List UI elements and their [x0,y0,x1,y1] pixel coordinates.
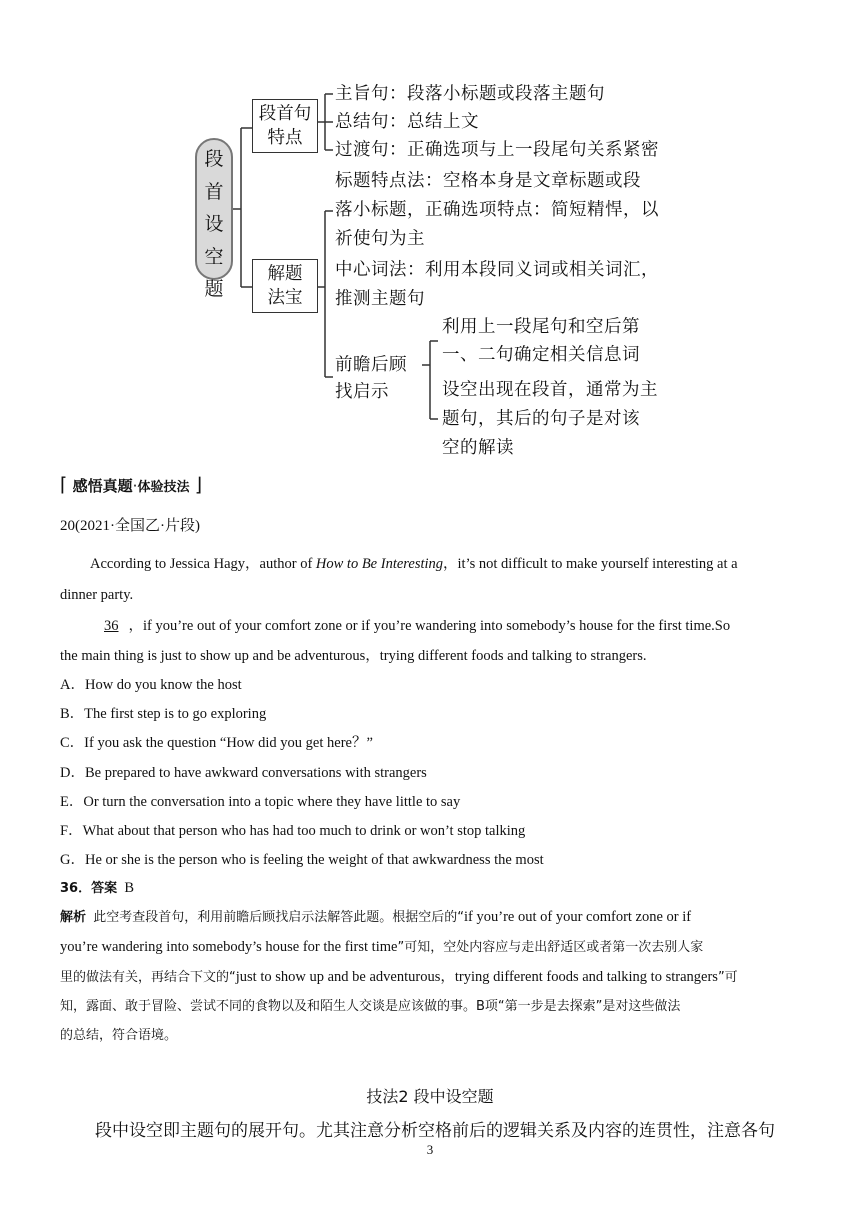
option-b: B．The first step is to go exploring [60,706,267,722]
analysis-line: you’re wandering into somebody’s house for the first time”可知，空处内容应与走出舒适区或者第一次去别人家 [60,939,704,955]
diagram-connector-lines [0,0,860,470]
item-look-around-label-line2: 找启示 [335,382,389,402]
answer-line: 36．答案 B [60,880,135,896]
mind-map-diagram [0,0,860,470]
analysis-line: 知，露面、敢于冒险、尝试不同的食物以及和陌生人交谈是应该做的事。B项“第一步是去探索”是对这些做法 [60,999,681,1014]
option-g: G．He or she is the person who is feeling the weight of that awkwardness the most [60,852,544,868]
blank-36: 36 [104,618,119,634]
item-keyword-method-line2: 推测主题句 [335,289,425,309]
option-e: E．Or turn the conversation into a topic where they have little to say [60,794,461,810]
analysis-line: 解析 此空考查段首句，利用前瞻后顾找启示法解答此题。根据空后的“if you’re out of your comfort zone or if [60,909,692,925]
section-heading: ⌈ 感悟真题·体验技法 ⌋ [60,474,203,496]
sub-item2-line2: 题句，其后的句子是对该 [442,409,640,429]
sub-item2-line3: 空的解读 [442,438,514,458]
passage-line: the main thing is just to show up and be adventurous，trying different foods and talking to strangers. [60,648,647,664]
sub-item1-line1: 利用上一段尾句和空后第 [442,317,640,337]
branch-solving-tips: 解题 法宝 [252,259,318,313]
item-transition-sentence: 过渡句：正确选项与上一段尾句关系紧密 [335,140,659,160]
item-keyword-method-line1: 中心词法：利用本段同义词或相关词汇， [335,260,659,280]
item-title-feature-line2: 落小标题，正确选项特点：简短精悍，以 [335,200,659,220]
option-c: C．If you ask the question “How did you get here？” [60,735,373,751]
item-look-around-label-line1: 前瞻后顾 [335,355,407,375]
analysis-line: 里的做法有关，再结合下文的“just to show up and be adventurous，trying different foods and talking to strangers”可 [60,969,738,985]
diagram-main-title: 段 首 设 空 题 [195,138,233,280]
passage-line: dinner party. [60,587,134,603]
technique2-paragraph: 段中设空即主题句的展开句。尤其注意分析空格前后的逻辑关系及内容的连贯性，注意各句 [95,1121,775,1141]
option-d: D．Be prepared to have awkward conversations with strangers [60,765,427,781]
page-number: 3 [426,1142,434,1157]
item-title-feature-line3: 祈使句为主 [335,229,425,249]
passage-line: According to Jessica Hagy，author of How to Be Interesting，it’s not difficult to make yourself interesting at a [90,556,738,572]
sub-item2-line1: 设空出现在段首，通常为主 [442,380,658,400]
analysis-line: 的总结，符合语境。 [60,1028,178,1043]
option-a: A．How do you know the host [60,677,242,693]
item-summary-sentence: 总结句：总结上文 [335,112,479,132]
question-source: 20(2021·全国乙·片段) [60,518,200,534]
option-f: F．What about that person who has had too much to drink or won’t stop talking [60,823,526,839]
branch-paragraph-first-sentence: 段首句 特点 [252,99,318,153]
item-topic-sentence: 主旨句：段落小标题或段落主题句 [335,84,605,104]
passage-line: 36 ，if you’re out of your comfort zone or if you’re wandering into somebody’s house for the first time.So [90,614,730,635]
technique2-heading: 技法2 段中设空题 [366,1087,494,1106]
item-title-feature-line1: 标题特点法：空格本身是文章标题或段 [335,171,641,191]
sub-item1-line2: 一、二句确定相关信息词 [442,345,640,365]
